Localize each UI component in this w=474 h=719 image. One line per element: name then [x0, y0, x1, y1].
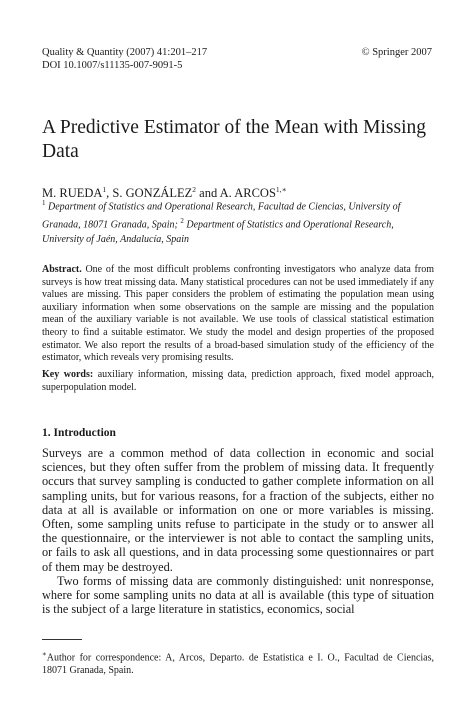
journal-header: [42, 46, 207, 72]
affiliations: [42, 196, 434, 247]
author-affiliation-mark: 1,∗: [275, 185, 287, 194]
footnote-text: Author for correspondence: A, Arcos, Departo. de Estatistica e I. O., Facultad de Ciencias, 18071 Granada, Spain.: [42, 652, 434, 677]
abstract-label: Abstract.: [42, 264, 82, 275]
author-separator: and: [196, 186, 220, 201]
affiliation-mark: 1: [42, 199, 46, 207]
author-separator: ,: [106, 186, 113, 201]
paper-title: A Predictive Estimator of the Mean with Missing Data: [42, 117, 426, 162]
footnote-rule: [42, 639, 82, 640]
footnote-mark: ∗: [42, 650, 47, 658]
author-name: S. GONZÁLEZ: [112, 186, 193, 201]
paragraph: Two forms of missing data are commonly distinguished: unit nonresponse, where for some sampling units no data at all is available (this type of situation is the subject of a large literature in statistics, economics, social: [42, 573, 434, 617]
abstract: [42, 264, 434, 365]
keywords-label: Key words:: [42, 369, 94, 380]
section-heading: 1. Introduction: [42, 427, 116, 439]
author-affiliation-mark: 2: [192, 185, 197, 194]
keywords-text: auxiliary information, missing data, prediction approach, fixed model approach, superpopulation model.: [42, 369, 434, 393]
author-name: A. ARCOS: [219, 186, 276, 201]
section-body: [42, 446, 434, 616]
journal-citation: Quality & Quantity (2007) 41:201–217: [42, 47, 208, 58]
footnote: [42, 648, 434, 677]
keywords: [42, 368, 434, 394]
paragraph: Surveys are a common method of data collection in economic and social sciences, but they often suffer from the problem of missing data. It frequently occurs that survey sampling is conducted to gather complete information on all sampling units, but for various reasons, for a fraction of the subjects, either no data at all is available or information on one or more variables is missing. Often, some sampling units refuse to participate in the study or to answer all the questionnaire, or the interviewer is not able to contact the sampling units, or fails to ask all questions, and in data processing some questionnaires or part of them may be destroyed.: [42, 446, 434, 574]
copyright-notice: © Springer 2007: [361, 47, 432, 58]
affiliation-text: Department of Statistics and Operational Research, University of Jaén, Andalucía, Spain: [42, 219, 394, 245]
author-affiliation-mark: 1: [102, 185, 107, 194]
affiliation-text: Department of Statistics and Operational Research, Facultad de Ciencias, University of Granada, 18071 Granada, Spain;: [42, 201, 401, 231]
doi: DOI 10.1007/s11135-007-9091-5: [42, 60, 183, 71]
author-name: M. RUEDA: [42, 186, 103, 201]
affiliation-mark: 2: [180, 217, 184, 226]
abstract-text: One of the most difficult problems confronting investigators who analyze data from surveys is how treat missing data. Many statistical procedures can not be used immediately if any values are missing. This paper considers the problem of estimating the population mean using auxiliary information when some observations on the sample are missing and the population mean of the auxiliary variable is not available. We use tools of classical statistical estimation theory to find a suitable estimator. We study the model and design properties of the proposed estimator. We also report the results of a broad-based simulation study of the efficiency of the estimator, which reveals very promising results.: [42, 264, 434, 364]
